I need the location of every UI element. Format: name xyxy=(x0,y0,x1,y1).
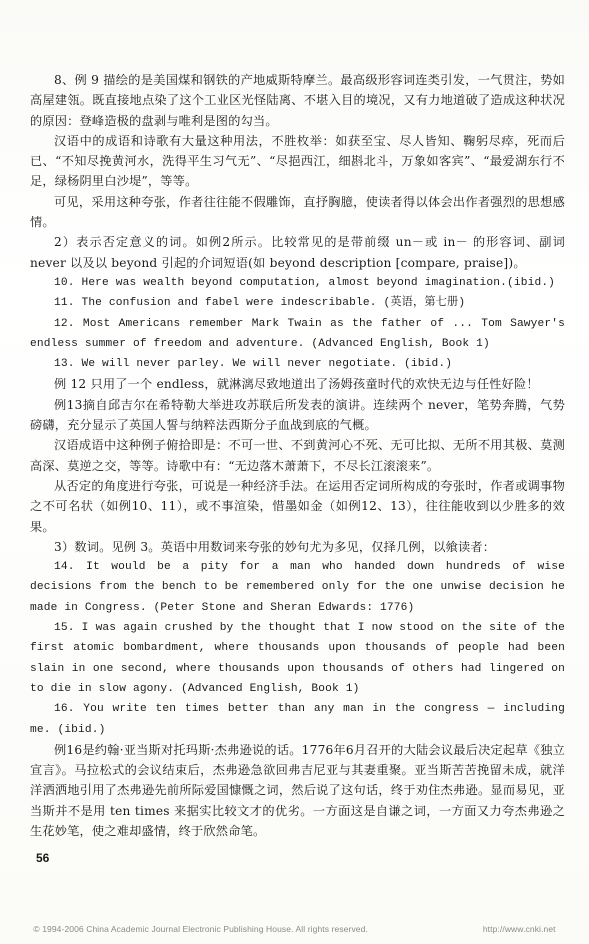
copyright-footer xyxy=(0,924,589,934)
paragraph-example12-analysis: 例 12 只用了一个 endless，就淋漓尽致地道出了汤姆孩童时代的欢快无边与任性好险！ xyxy=(54,377,539,392)
section-heading-negation: 2）表示否定意义的词。如例2所示。比较常见的是带前缀 un－或 in－ 的形容词、副词 never 以及以 beyond 引起的介词短语(如 beyond description [compare, praise])。 xyxy=(30,235,565,270)
example-12: 12. Most Americans remember Mark Twain as the father of ... Tom Sawyer's endless summer of freedom and adventure. (Advanced English, Book 1) xyxy=(30,317,565,350)
paragraph-chinese-idioms: 汉语中的成语和诗歌有大量这种用法，不胜枚举：如获至宝、尽人皆知、鞠躬尽瘁，死而后已、“不知尽挽黄河水，洗得平生习气无”、“尽挹西江，细斟北斗，万象如客宾”、“最爱湖东行不足，绿杨阴里白沙堤”，等等。 xyxy=(30,133,565,189)
body-text xyxy=(30,70,565,841)
example-16: 16. You write ten times better than any man in the congress — including me. (ibid.) xyxy=(30,703,565,736)
example-10: 10. Here was wealth beyond computation, almost beyond imagination.(ibid.) xyxy=(54,276,556,289)
example-13: 13. We will never parley. We will never negotiate. (ibid.) xyxy=(54,358,453,371)
paragraph-example9-analysis: 8、例 9 描绘的是美国煤和钢铁的产地威斯特摩兰。最高级形容词连类引发，一气贯注，势如高屋建瓴。既直接地点染了这个工业区光怪陆离、不堪入目的境况，又有力地道破了造成这种状况的原因：登峰造极的盘剥与唯利是图的勾当。 xyxy=(30,73,565,128)
example-14: 14. It would be a pity for a man who handed down hundreds of wise decisions from the bench to be remembered only for the one unwise decision he made in Congress. (Peter Stone and Sheran Edwards: 1776) xyxy=(30,561,565,614)
page-number: 56 xyxy=(36,851,50,865)
paragraph-conclusion-superlative: 可见，采用这种夸张，作者往往能不假雕饰，直抒胸臆，使读者得以体会出作者强烈的思想感情。 xyxy=(30,194,565,230)
example-11: 11. The confusion and fabel were indescribable. (英语，第七册) xyxy=(54,297,466,310)
cnki-url: http://www.cnki.net xyxy=(482,924,556,934)
paragraph-chinese-negation-idioms: 汉语成语中这种例子俯拾即是：不可一世、不到黄河心不死、无可比拟、无所不用其极、莫测高深、莫逆之交，等等。诗歌中有：“无边落木萧萧下，不尽长江滚滚来”。 xyxy=(30,438,565,473)
example-15: 15. I was again crushed by the thought that I now stood on the site of the first atomic bombardment, where thousands upon thousands of people had been slain in one second, where thousands upon thousands of others had lingered on to die in slow agony. (Advanced English, Book 1) xyxy=(30,622,565,695)
paragraph-negation-conclusion: 从否定的角度进行夸张，可说是一种经济手法。在运用否定词所构成的夸张时，作者或调事物之不可名状（如例10、11），或不事渲染，惜墨如金（如例12、13），往往能收到以少胜多的效果。 xyxy=(30,478,565,534)
section-heading-numerals: 3）数词。见例 3。英语中用数词来夸张的妙句尤为多见，仅择几例，以飨读者： xyxy=(54,539,496,554)
paragraph-example16-analysis: 例16是约翰·亚当斯对托玛斯·杰弗逊说的话。1776年6月召开的大陆会议最后决定起草《独立宣言》。马拉松式的会议结束后，杰弗逊急欲回弗吉尼亚与其妻重聚。亚当斯苦苦挽留未成，就洋洋洒洒地引用了杰弗逊先前所际爱国慷慨之词，然后说了这句话，终于劝住杰弗逊。显而易见，亚当斯并不是用 ten times 来据实比较文才的优劣。一方面这是自谦之词，一方面又力夸杰弗逊之生花妙笔，使之难却盛情，终于欣然命笔。 xyxy=(30,742,565,838)
paragraph-example13-analysis: 例13摘自邱吉尔在希特勒大举进攻苏联后所发表的演讲。连续两个 never，笔势奔腾，气势磅礴，充分显示了英国人誓与纳粹法西斯分子血战到底的气概。 xyxy=(30,397,565,433)
copyright-text: © 1994-2006 China Academic Journal Electronic Publishing House. All rights reserved. xyxy=(33,924,368,934)
